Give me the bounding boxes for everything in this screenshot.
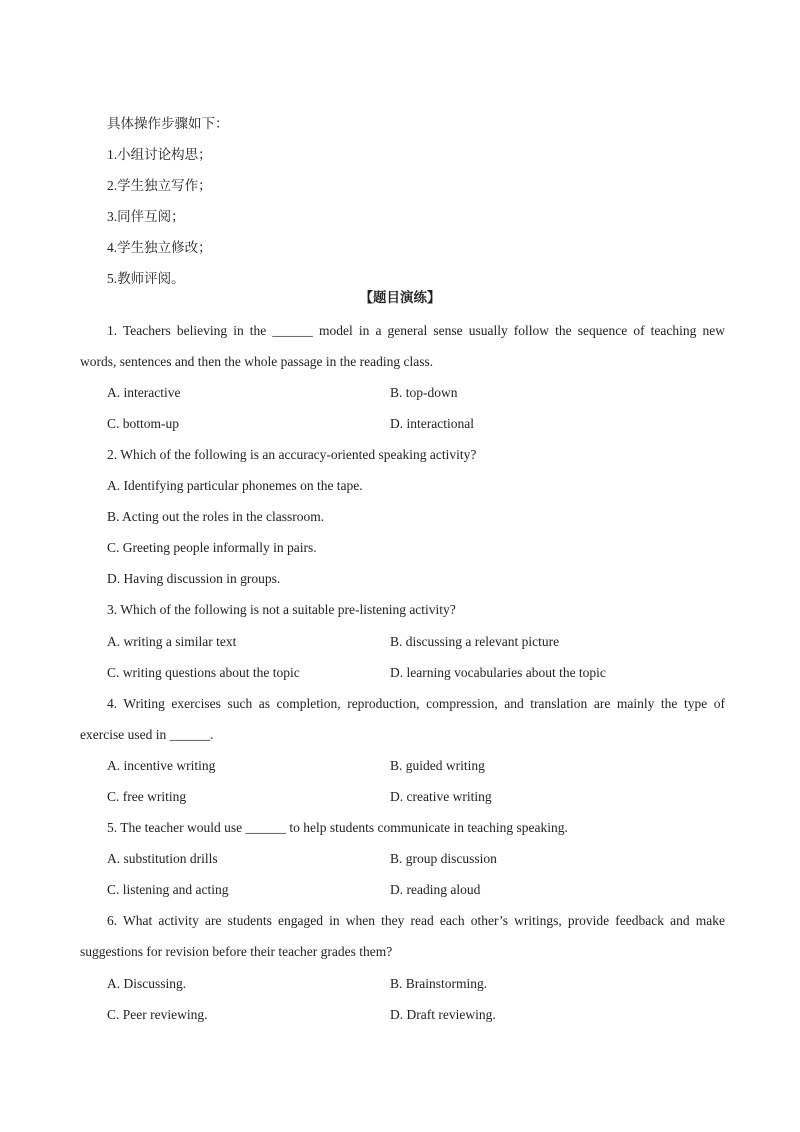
option-b: B. group discussion bbox=[390, 851, 497, 866]
section-heading: 【题目演练】 bbox=[359, 290, 441, 305]
option-a: A. substitution drills bbox=[107, 851, 218, 866]
intro-step: 4.学生独立修改； bbox=[107, 240, 212, 255]
question-stem: 2. Which of the following is an accuracy-oriented speaking activity? bbox=[107, 447, 477, 462]
option-b: B. guided writing bbox=[390, 758, 485, 773]
question-stem: 5. The teacher would use ______ to help students communicate in teaching speaking. bbox=[107, 820, 568, 835]
option-a: A. Discussing. bbox=[107, 976, 187, 991]
option-a: A. Identifying particular phonemes on the tape. bbox=[107, 478, 363, 493]
option-c: C. Peer reviewing. bbox=[107, 1007, 208, 1022]
question-stem: 3. Which of the following is not a suitable pre-listening activity? bbox=[107, 602, 456, 617]
question-stem: 6. What activity are students engaged in when they read each other’s writings, provide feedback and make bbox=[107, 913, 725, 928]
question-stem-continued: exercise used in ______. bbox=[80, 727, 214, 742]
option-d: D. Draft reviewing. bbox=[390, 1007, 496, 1022]
question-stem: 4. Writing exercises such as completion, reproduction, compression, and translation are mainly the type of bbox=[107, 696, 725, 711]
option-c: C. listening and acting bbox=[107, 882, 229, 897]
option-c: C. free writing bbox=[107, 789, 187, 804]
option-d: D. Having discussion in groups. bbox=[107, 571, 281, 586]
option-d: D. reading aloud bbox=[390, 882, 481, 897]
intro-step: 2.学生独立写作； bbox=[107, 178, 212, 193]
option-d: D. interactional bbox=[390, 416, 474, 431]
intro-step: 5.教师评阅。 bbox=[107, 271, 185, 286]
option-d: D. learning vocabularies about the topic bbox=[390, 665, 606, 680]
option-c: C. bottom-up bbox=[107, 416, 180, 431]
intro-title: 具体操作步骤如下： bbox=[107, 116, 229, 131]
option-a: A. incentive writing bbox=[107, 758, 216, 773]
option-c: C. writing questions about the topic bbox=[107, 665, 300, 680]
option-b: B. Brainstorming. bbox=[390, 976, 488, 991]
intro-step: 3.同伴互阅； bbox=[107, 209, 185, 224]
intro-step: 1.小组讨论构思； bbox=[107, 147, 212, 162]
option-b: B. discussing a relevant picture bbox=[390, 634, 560, 649]
question-stem-continued: suggestions for revision before their teacher grades them? bbox=[80, 944, 393, 959]
option-a: A. interactive bbox=[107, 385, 181, 400]
question-stem-continued: words, sentences and then the whole passage in the reading class. bbox=[80, 354, 434, 369]
question-stem: 1. Teachers believing in the ______ model in a general sense usually follow the sequence of teaching new bbox=[107, 323, 725, 338]
option-d: D. creative writing bbox=[390, 789, 492, 804]
option-c: C. Greeting people informally in pairs. bbox=[107, 540, 317, 555]
option-a: A. writing a similar text bbox=[107, 634, 237, 649]
option-b: B. Acting out the roles in the classroom. bbox=[107, 509, 325, 524]
option-b: B. top-down bbox=[390, 385, 458, 400]
